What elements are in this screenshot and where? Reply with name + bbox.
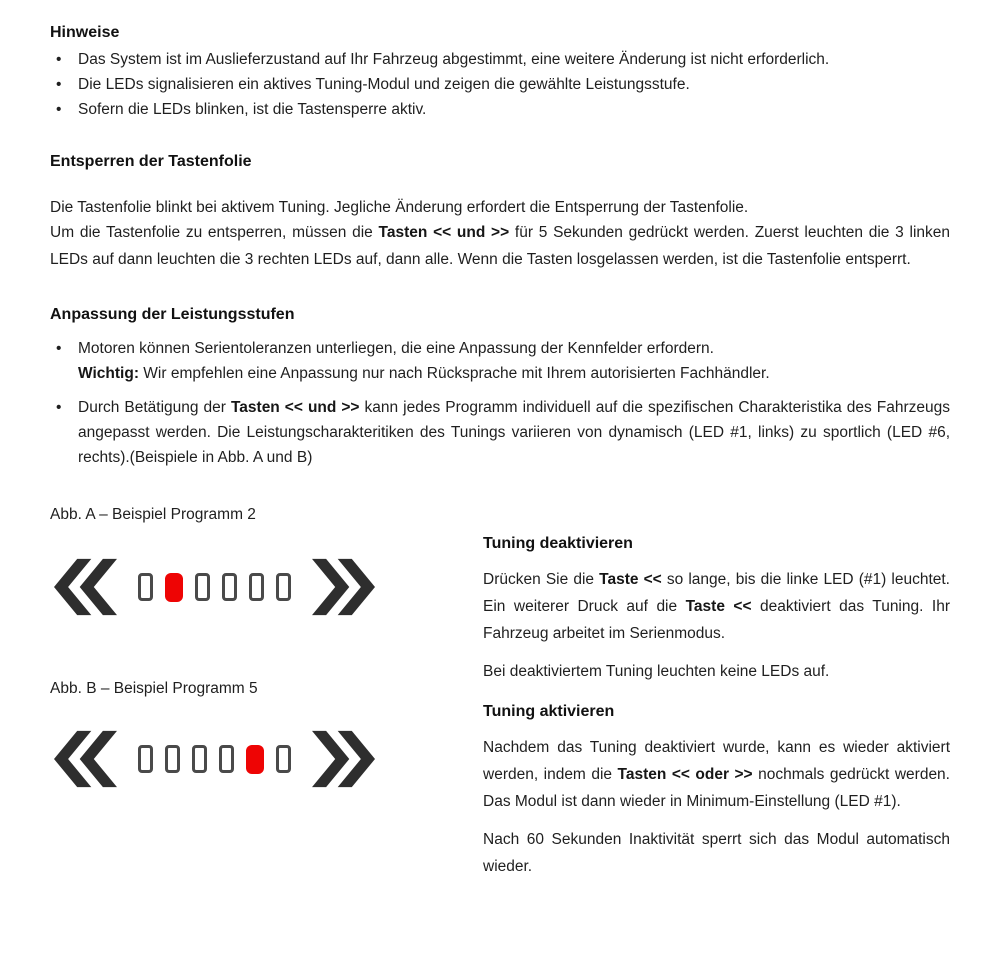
text-segment: Wir empfehlen eine Anpassung nur nach Rücksprache mit Ihrem autorisierten Fachhändler.: [139, 365, 770, 382]
entsperren-paragraph-2: [50, 220, 950, 273]
led-3: [195, 573, 210, 601]
led-4: [222, 573, 237, 601]
double-chevron-right-icon: [312, 725, 375, 793]
anpassung-bullet-2: [50, 395, 950, 470]
led-row-figure-a: [132, 573, 297, 602]
bold-key-segment: Taste <<: [599, 571, 662, 588]
led-6: [276, 573, 291, 601]
figure-b-label: Abb. B – Beispiel Programm 5: [50, 680, 258, 697]
text-segment: für 5 Sekunden gedrückt werden. Zuerst leuchten die 3 linken LEDs auf dann leuchten die 3 rechten LEDs auf, dann alle. Wenn die Tasten losgelassen werden, ist die Tastenfolie entsperrt.: [50, 224, 950, 268]
tuning-aktivieren-paragraph: [483, 734, 950, 815]
entsperren-heading: Entsperren der Tastenfolie: [50, 153, 252, 170]
text-segment: deaktiviert das Tuning. Ihr Fahrzeug arbeitet im Serienmodus.: [483, 598, 950, 642]
wichtig-bold: Wichtig:: [78, 365, 139, 382]
tuning-deaktivieren-heading: Tuning deaktivieren: [483, 535, 633, 552]
figure-b-led-panel: [54, 724, 462, 794]
hinweise-bullet-3: • Sofern die LEDs blinken, ist die Tastensperre aktiv.: [50, 97, 950, 122]
hinweise-bullet-1: • Das System ist im Auslieferzustand auf Ihr Fahrzeug abgestimmt, eine weitere Änderung ist nicht erforderlich.: [50, 47, 950, 72]
tuning-deaktivieren-paragraph: [483, 566, 950, 647]
bold-keys-segment: Tasten << und >>: [378, 224, 510, 241]
tuning-text-column: [483, 504, 950, 880]
tuning-deaktivieren-note: Bei deaktiviertem Tuning leuchten keine LEDs auf.: [483, 663, 830, 680]
text-segment: nochmals gedrückt werden. Das Modul ist dann wieder in Minimum-Einstellung (LED #1).: [483, 766, 950, 810]
led-6: [276, 745, 291, 773]
entsperren-paragraph-1: Die Tastenfolie blinkt bei aktivem Tuning. Jegliche Änderung erfordert die Entsperrung der Tastenfolie.: [50, 199, 749, 216]
double-chevron-right-icon: [312, 553, 375, 621]
text-segment: Durch Betätigung der: [78, 399, 231, 416]
text-segment: Drücken Sie die: [483, 571, 600, 588]
tuning-timeout-paragraph: Nach 60 Sekunden Inaktivität sperrt sich das Modul automatisch wieder.: [483, 831, 950, 875]
anpassung-bullet-1: [50, 336, 950, 386]
text-segment: Motoren können Serientoleranzen unterliegen, die eine Anpassung der Kennfelder erfordern.: [78, 340, 714, 357]
bold-keys-segment: Tasten << und >>: [230, 399, 360, 416]
led-3: [192, 745, 207, 773]
hinweise-heading: Hinweise: [50, 24, 120, 41]
text-segment: Um die Tastenfolie zu entsperren, müssen die: [50, 224, 379, 241]
bold-key-segment: Taste <<: [685, 598, 752, 615]
double-chevron-left-icon: [54, 553, 117, 621]
led-1: [138, 573, 153, 601]
led-2: [165, 745, 180, 773]
text-segment: kann jedes Programm individuell auf die spezifischen Charakteristika des Fahrzeugs angepasst werden. Die Leistungscharakteritiken des Tunings variieren von dynamisch (LED #1, links) zu sportlich (LED #6, rechts).(Beispiele in Abb. A und B): [78, 399, 950, 466]
led-4: [219, 745, 234, 773]
figure-a-led-panel: [54, 552, 462, 622]
led-row-figure-b: [132, 745, 297, 774]
led-2-active: [165, 573, 183, 602]
double-chevron-left-icon: [54, 725, 117, 793]
anpassung-heading: Anpassung der Leistungsstufen: [50, 306, 295, 323]
text-segment: Nachdem das Tuning deaktiviert wurde, kann es wieder aktiviert werden, indem die: [483, 739, 950, 783]
tuning-aktivieren-heading: Tuning aktivieren: [483, 703, 615, 720]
text-segment: so lange, bis die linke LED (#1) leuchtet. Ein weiterer Druck auf die: [483, 571, 950, 615]
figures-column: [50, 504, 462, 880]
anpassung-list: [50, 336, 950, 470]
led-5: [249, 573, 264, 601]
hinweise-list: [50, 47, 950, 122]
figures-and-tuning-region: [50, 504, 950, 880]
led-1: [138, 745, 153, 773]
led-5-active: [246, 745, 264, 774]
hinweise-bullet-2: • Die LEDs signalisieren ein aktives Tuning-Modul und zeigen die gewählte Leistungsstufe.: [50, 72, 950, 97]
figure-a-label: Abb. A – Beispiel Programm 2: [50, 506, 256, 523]
bold-keys-segment: Tasten << oder >>: [617, 766, 753, 783]
